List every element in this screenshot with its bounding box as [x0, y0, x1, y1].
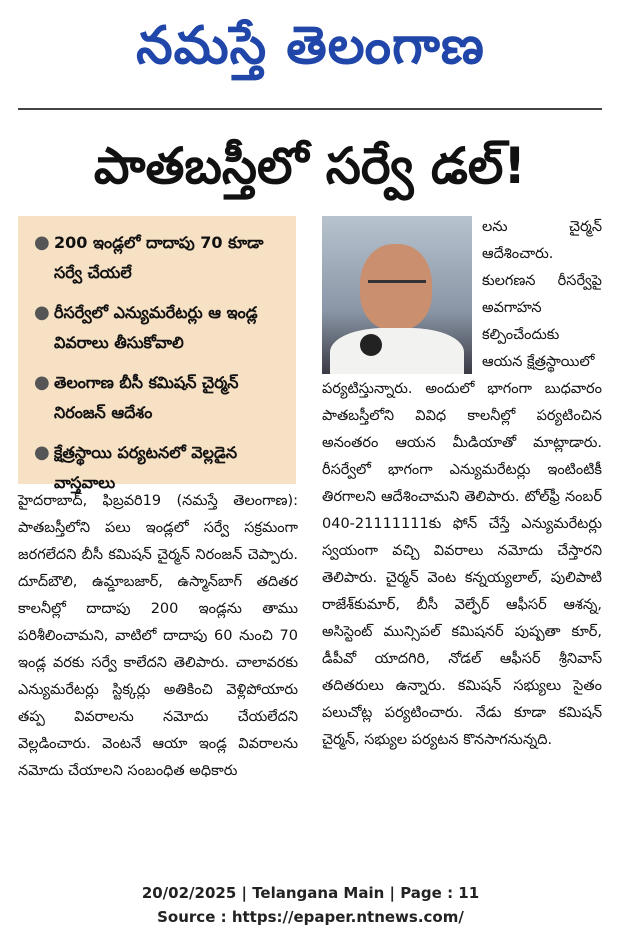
highlight-item: ● తెలంగాణ బీసీ కమిషన్ చైర్మన్ నిరంజన్ ఆదేశం	[32, 368, 286, 428]
microphone-icon	[360, 334, 382, 356]
headline: పాతబస్తీలో సర్వే డల్!	[93, 137, 527, 195]
highlight-item: ● రీసర్వేలో ఎన్యుమరేటర్లు ఆ ఇండ్ల వివరాలు తీసుకోవాలి	[32, 298, 286, 358]
photo-glasses	[368, 280, 426, 295]
bullet-icon: ●	[34, 232, 50, 253]
bullet-icon: ●	[34, 442, 50, 463]
highlight-item: ● క్షేత్రస్థాయి పర్యటనలో వెల్లడైన వాస్తవాలు	[32, 438, 286, 498]
masthead-title: నమస్తే తెలంగాణ	[136, 16, 485, 76]
masthead-divider	[18, 108, 602, 110]
bullet-icon: ●	[34, 302, 50, 323]
highlights-box	[18, 216, 296, 492]
footer-date-line: 20/02/2025 | Telangana Main | Page : 11	[141, 884, 480, 902]
photo-shirt	[330, 328, 464, 374]
article-left-column: హైదరాబాద్, ఫిబ్రవరి19 (నమస్తే తెలంగాణ): పాతబస్తీలోని పలు ఇండ్లలో సర్వే సక్రమంగా జరగలేదని బీసీ కమిషన్ చైర్మన్ నిరంజన్ చెప్పారు. దూద్‌బౌలి, ఉమ్డాబజార్, ఉస్మాన్‌బాగ్ తదితర కాలనీల్లో దాదాపు 200 ఇండ్లను తాము పరిశీలించామని, వాటిలో దాదాపు 60 నుంచి 70 ఇండ్ల వరకు సర్వే కాలేదని తెలిపారు. చాలావరకు ఎన్యుమరేటర్లు స్టిక్కర్లు అతికించి వెళ్లిపోయారు తప్ప వివరాలను నమోదు చేయలేదని వెల్లడించారు. వెంటనే ఆయా ఇండ్ల వివరాలను నమోదు చేయాలని సంబంధిత అధికారు	[18, 493, 298, 779]
footer-source-line: Source : https://epaper.ntnews.com/	[157, 908, 464, 926]
bullet-icon: ●	[34, 372, 50, 393]
article-right-top: లను చైర్మన్ ఆదేశించారు. కులగణన రీసర్వేపై అవగాహన కల్పించేందుకు ఆయన క్షేత్రస్థాయిలో	[482, 219, 602, 370]
highlight-item: ● 200 ఇండ్లలో దాదాపు 70 కూడా సర్వే చేయలే	[32, 228, 286, 288]
article-photo	[322, 216, 472, 374]
article-right-column: పర్యటిస్తున్నారు. అందులో భాగంగా బుధవారం పాతబస్తీలోని వివిధ కాలనీల్లో పర్యటించిన అనంతరం ఆయన మీడియాతో మాట్లాడారు. రీసర్వేలో భాగంగా ఎన్యుమరేటర్లు ఇంటింటికీ తిరగాలని ఆదేశించామని తెలిపారు. టోల్‌ఫ్రీ నంబర్ 040-21111111కు ఫోన్ చేస్తే ఎన్యుమరేటర్లు స్వయంగా వచ్చి వివరాలు నమోదు చేస్తారని తెలిపారు. చైర్మన్ వెంట కన్నయ్యలాల్, పులిపాటి రాజేశ్‌కుమార్, బీసీ వెల్ఫేర్ ఆఫీసర్ ఆశన్న, అసిస్టెంట్ మున్సిపల్ కమిషనర్ పుష్పతా కూర్, డీపీవో యాదగిరి, నోడల్ ఆఫీసర్ శ్రీనివాస్ తదితరులు ఉన్నారు. కమిషన్ సభ్యులు సైతం పలుచోట్ల పర్యటించారు. నేడు కూడా కమిషన్ చైర్మన్, సభ్యుల పర్యటన కొనసాగనున్నది.	[322, 381, 602, 748]
